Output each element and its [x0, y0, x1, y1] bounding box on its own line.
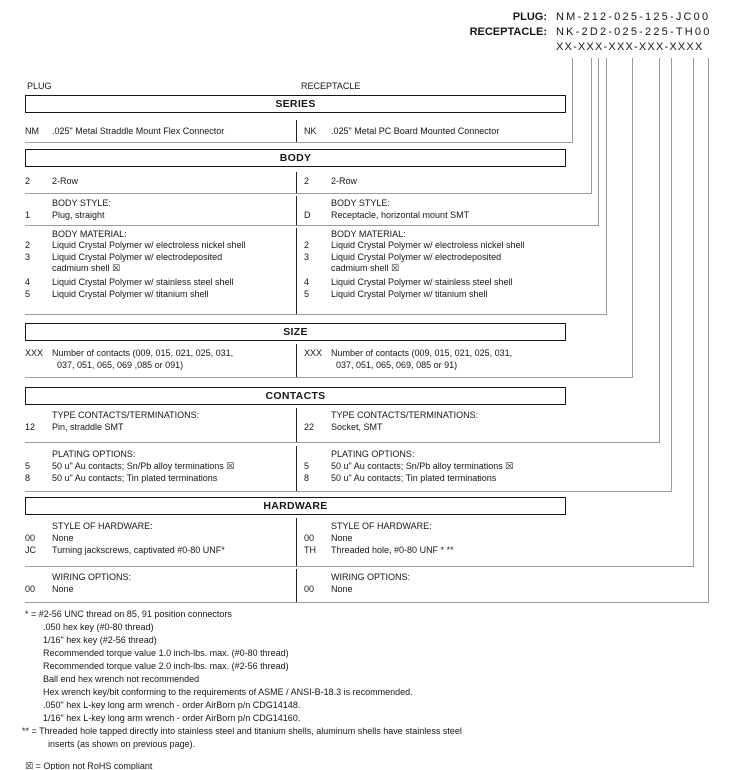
body-style-heading-right: BODY STYLE:: [331, 198, 390, 208]
divider-wiring: [296, 569, 297, 602]
hardware-style-text: Turning jackscrews, captivated #0-80 UNF*: [52, 545, 225, 555]
plating-code: 8: [304, 473, 310, 483]
leader-line-hardware-style: [693, 58, 694, 567]
rule-body-material: [25, 314, 607, 315]
body-material-code: 5: [25, 289, 31, 299]
body-style-left-code: 1: [25, 210, 31, 220]
footnote-line: 1/16" hex key (#2-56 thread): [43, 635, 157, 645]
plating-code: 5: [25, 461, 31, 471]
footnote-line: 1/16" hex L-key long arm wrench - order AirBorn p/n CDG14160.: [43, 713, 301, 723]
body-rows-left-text: 2-Row: [52, 176, 79, 186]
body-style-left-text: Plug, straight: [52, 210, 105, 220]
hardware-style-heading-right: STYLE OF HARDWARE:: [331, 521, 432, 531]
contact-type-heading-left: TYPE CONTACTS/TERMINATIONS:: [52, 410, 200, 420]
body-material-code: 4: [25, 277, 31, 287]
contact-type-right-text: Socket, SMT: [331, 422, 383, 432]
leader-line-body-style: [598, 58, 599, 226]
divider-series: [296, 120, 297, 142]
wiring-heading-right: WIRING OPTIONS:: [331, 572, 411, 582]
body-material-code: 4: [304, 277, 310, 287]
plating-heading-left: PLATING OPTIONS:: [52, 449, 136, 459]
body-material-code: 2: [304, 240, 310, 250]
hardware-style-heading-left: STYLE OF HARDWARE:: [52, 521, 153, 531]
rule-body-rows: [25, 193, 592, 194]
divider-body-style: [296, 196, 297, 225]
footnote-rohs-line: ☒ = Option not RoHS compliant: [25, 761, 153, 770]
plug-part-number-value: NM-212-025-125-JC00: [556, 11, 711, 23]
plating-text: 50 u" Au contacts; Tin plated terminations: [331, 473, 497, 483]
hardware-style-code: 00: [25, 533, 36, 543]
body-rows-right-code: 2: [304, 176, 310, 186]
divider-plating: [296, 446, 297, 491]
footnote-line: inserts (as shown on previous page).: [48, 739, 196, 749]
body-material-code: 5: [304, 289, 310, 299]
column-label-plug: PLUG: [27, 81, 52, 91]
body-material-heading-left: BODY MATERIAL:: [52, 229, 127, 239]
leader-line-contact-type: [659, 58, 660, 443]
section-header-hardware: HARDWARE: [25, 497, 566, 515]
rule-contact-type: [25, 442, 660, 443]
divider-contact-type: [296, 408, 297, 442]
leader-line-series: [572, 58, 573, 143]
divider-body-material: [296, 228, 297, 314]
receptacle-part-number-value: NK-2D2-025-225-TH00: [556, 26, 712, 38]
divider-body-rows: [296, 172, 297, 193]
body-material-text: Liquid Crystal Polymer w/ electrodeposited: [52, 252, 223, 262]
plating-code: 8: [25, 473, 31, 483]
rule-series: [25, 142, 573, 143]
section-header-series: SERIES: [25, 95, 566, 113]
footnote-line: Recommended torque value 1.0 inch-lbs. max. (#0-80 thread): [43, 648, 289, 658]
body-material-code: 3: [304, 252, 310, 262]
footnote-line: Recommended torque value 2.0 inch-lbs. max. (#2-56 thread): [43, 661, 289, 671]
body-material-text: Liquid Crystal Polymer w/ titanium shell: [52, 289, 209, 299]
wiring-text: None: [52, 584, 74, 594]
body-material-text-cont: cadmium shell ☒: [52, 263, 121, 273]
body-material-text: Liquid Crystal Polymer w/ stainless steel shell: [52, 277, 234, 287]
part-number-mask: XX-XXX-XXX-XXX-XXXX: [556, 41, 704, 53]
body-material-text: Liquid Crystal Polymer w/ electroless nickel shell: [52, 240, 246, 250]
plug-part-number-label: PLUG:: [512, 11, 547, 23]
contact-type-right-code: 22: [304, 422, 315, 432]
rule-plating: [25, 491, 672, 492]
section-header-contacts: CONTACTS: [25, 387, 566, 405]
footnote-line: * = #2-56 UNC thread on 85, 91 position connectors: [25, 609, 232, 619]
receptacle-part-number-label: RECEPTACLE:: [469, 26, 547, 38]
hardware-style-code: TH: [304, 545, 316, 555]
body-material-text: Liquid Crystal Polymer w/ electroless nickel shell: [331, 240, 525, 250]
body-material-heading-right: BODY MATERIAL:: [331, 229, 406, 239]
plating-text: 50 u" Au contacts; Sn/Pb alloy terminations ☒: [52, 461, 235, 471]
plating-text: 50 u" Au contacts; Tin plated terminations: [52, 473, 218, 483]
rule-size: [25, 377, 633, 378]
plating-text: 50 u" Au contacts; Sn/Pb alloy terminations ☒: [331, 461, 514, 471]
hardware-style-text: None: [331, 533, 353, 543]
footnote-line: .050 hex key (#0-80 thread): [43, 622, 154, 632]
wiring-code: 00: [304, 584, 315, 594]
size-left-line1: Number of contacts (009, 015, 021, 025, 031,: [52, 348, 234, 358]
section-header-size: SIZE: [25, 323, 566, 341]
wiring-code: 00: [25, 584, 36, 594]
hardware-style-code: JC: [25, 545, 36, 555]
leader-line-body-rows: [591, 58, 592, 194]
series-right-code: NK: [304, 126, 317, 136]
leader-line-size: [632, 58, 633, 378]
footnote-line: Hex wrench key/bit conforming to the requirements of ASME / ANSI-B-18.3 is recommended.: [43, 687, 413, 697]
rule-body-style: [25, 225, 599, 226]
contact-type-heading-right: TYPE CONTACTS/TERMINATIONS:: [331, 410, 479, 420]
body-rows-left-code: 2: [25, 176, 31, 186]
column-label-receptacle: RECEPTACLE: [301, 81, 361, 91]
wiring-heading-left: WIRING OPTIONS:: [52, 572, 132, 582]
plating-heading-right: PLATING OPTIONS:: [331, 449, 415, 459]
divider-hardware-style: [296, 518, 297, 566]
footnote-line: .050" hex L-key long arm wrench - order AirBorn p/n CDG14148.: [43, 700, 301, 710]
body-rows-right-text: 2-Row: [331, 176, 358, 186]
body-style-right-code: D: [304, 210, 311, 220]
leader-line-wiring: [708, 58, 709, 603]
body-material-code: 3: [25, 252, 31, 262]
body-style-heading-left: BODY STYLE:: [52, 198, 111, 208]
hardware-style-text: None: [52, 533, 74, 543]
body-material-text: Liquid Crystal Polymer w/ electrodeposited: [331, 252, 502, 262]
series-right-text: .025" Metal PC Board Mounted Connector: [331, 126, 500, 136]
plating-code: 5: [304, 461, 310, 471]
footnote-line: Ball end hex wrench not recommended: [43, 674, 200, 684]
size-right-line1: Number of contacts (009, 015, 021, 025, 031,: [331, 348, 513, 358]
rule-hardware-style: [25, 566, 694, 567]
body-material-code: 2: [25, 240, 31, 250]
divider-size: [296, 344, 297, 377]
series-left-text: .025" Metal Straddle Mount Flex Connector: [52, 126, 225, 136]
rule-wiring: [25, 602, 709, 603]
body-style-right-text: Receptacle, horizontal mount SMT: [331, 210, 470, 220]
size-left-code: XXX: [25, 348, 44, 358]
hardware-style-code: 00: [304, 533, 315, 543]
leader-line-body-material: [606, 58, 607, 315]
body-material-text-cont: cadmium shell ☒: [331, 263, 400, 273]
size-right-line2: 037, 051, 065, 069, 085 or 91): [336, 360, 458, 370]
size-right-code: XXX: [304, 348, 323, 358]
size-left-line2: 037, 051, 065, 069 ,085 or 091): [57, 360, 184, 370]
section-header-body: BODY: [25, 149, 566, 167]
contact-type-left-code: 12: [25, 422, 36, 432]
body-material-text: Liquid Crystal Polymer w/ stainless steel shell: [331, 277, 513, 287]
contact-type-left-text: Pin, straddle SMT: [52, 422, 124, 432]
wiring-text: None: [331, 584, 353, 594]
hardware-style-text: Threaded hole, #0-80 UNF * **: [331, 545, 454, 555]
body-material-text: Liquid Crystal Polymer w/ titanium shell: [331, 289, 488, 299]
series-left-code: NM: [25, 126, 39, 136]
footnote-line: ** = Threaded hole tapped directly into stainless steel and titanium shells, aluminum shells have stainless steel: [22, 726, 462, 736]
leader-line-plating: [671, 58, 672, 492]
